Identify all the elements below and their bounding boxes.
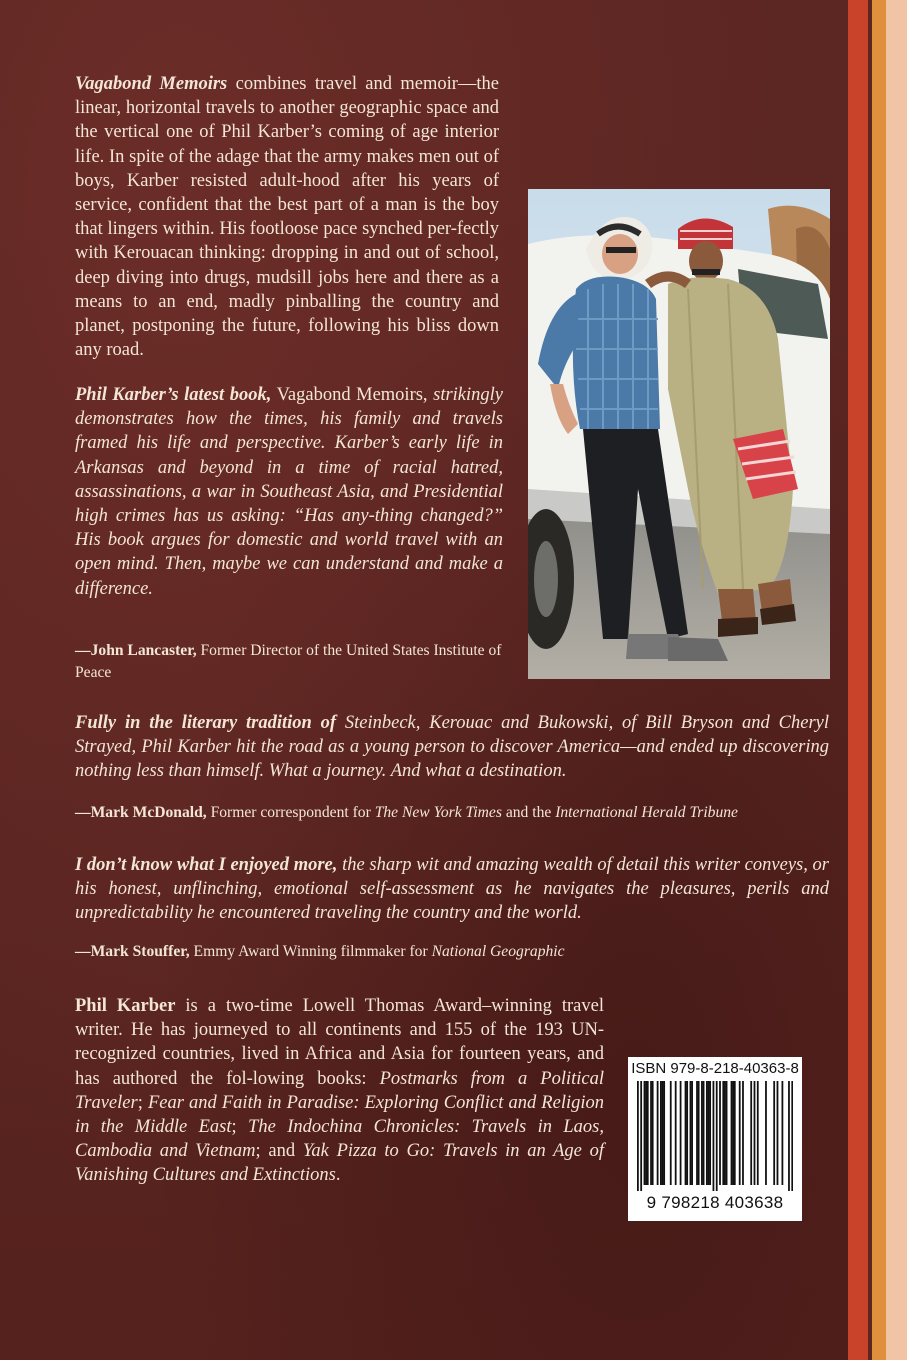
- barcode-bar: [734, 1081, 736, 1185]
- bio-end: .: [335, 1165, 341, 1186]
- barcode-bar: [722, 1081, 724, 1185]
- blurb3-attribution-role: Emmy Award Winning filmmaker for: [189, 943, 432, 960]
- barcode-bar: [724, 1081, 726, 1185]
- blurb1-book-title: Vagabond Memoirs,: [271, 385, 428, 405]
- blurb1-text: strikingly demonstrates how the times, his family and travels framed his life and perspective. Karber’s early life in Arkansas and beyond in a time of racial hatred, assassinations, a war in Southeast Asia, and Presidential high crimes has us asking: “Has any-thing changed?” His book argues for domestic and world travel with an open mind. Then, maybe we can understand and make a difference.: [75, 385, 503, 599]
- barcode-bar: [645, 1081, 647, 1185]
- barcode-bar: [670, 1081, 672, 1185]
- intro-text: combines travel and memoir—the linear, horizontal travels to another geographic space and the vertical one of Phil Karber’s coming of age interior life. In spite of the adage that the army makes men out of boys, Karber resisted adult-hood after his years of service, confident that the best part of a man is the boy that lingers within. His footloose pace synched per-fectly with Kerouacan thinking: dropping in and out of school, deep diving into drugs, mudsill jobs here and there as a means to an end, madly pinballing the country and planet, postponing the future, following his bliss down any road.: [75, 74, 499, 361]
- isbn-barcode: [628, 1057, 802, 1221]
- barcode-bar: [675, 1081, 677, 1185]
- bio-book-4: Yak Pizza to Go: Travels in an Age of Vanishing Cultures and Extinctions: [75, 1141, 604, 1186]
- blurb2-attribution: [75, 802, 845, 824]
- barcode-bar: [660, 1081, 662, 1185]
- bio-text: is a two-time Lowell Thomas Award–winning travel writer. He has journeyed to all continents and 155 of the 193 UN-recognized countries, lived in Africa and Asia for fourteen years, and has authored the fol-lowing books:: [75, 996, 604, 1089]
- barcode-bar: [644, 1081, 646, 1185]
- barcode-bar: [701, 1081, 703, 1185]
- orange-stripe: [872, 0, 886, 1360]
- bio-author-name: Phil Karber: [75, 996, 176, 1016]
- blurb2-lead: Fully in the literary tradition of: [75, 713, 337, 733]
- barcode-bar: [777, 1081, 779, 1185]
- barcode-bar: [696, 1081, 698, 1185]
- barcode-bar: [691, 1081, 693, 1185]
- barcode-bar: [652, 1081, 654, 1185]
- barcode-bar: [662, 1081, 664, 1185]
- blurb-stouffer: [75, 853, 829, 926]
- barcode-bar: [726, 1081, 728, 1185]
- blurb2-publication-1: The New York Times: [374, 804, 502, 821]
- barcode-bar: [731, 1081, 733, 1185]
- red-stripe: [848, 0, 868, 1360]
- barcode-bar: [742, 1081, 744, 1185]
- barcode-bar: [663, 1081, 665, 1185]
- barcode-bar: [791, 1081, 793, 1191]
- barcode-bar: [685, 1081, 687, 1185]
- isbn-digits: 9 798218 403638: [646, 1193, 784, 1212]
- barcode-bar: [708, 1081, 710, 1185]
- barcode-bar: [750, 1081, 752, 1185]
- blurb3-publication: National Geographic: [431, 943, 565, 960]
- isbn-label: ISBN 979-8-218-40363-8: [631, 1060, 799, 1077]
- barcode-bar: [782, 1081, 784, 1185]
- blurb2-publication-2: International Herald Tribune: [555, 804, 738, 821]
- blurb2-and: and the: [501, 804, 556, 821]
- barcode-bar: [640, 1081, 642, 1191]
- barcode-bar: [680, 1081, 682, 1185]
- barcode-bar: [690, 1081, 692, 1185]
- blurb-mcdonald: [75, 711, 829, 784]
- bio-book-2: Fear and Faith in Paradise: Exploring Conflict and Religion in the Middle East: [75, 1092, 604, 1138]
- blurb1-attribution: [75, 640, 503, 684]
- blurb2-text: Steinbeck, Kerouac and Bukowski, of Bill Bryson and Cheryl Strayed, Phil Karber hit the road as a young person to discover America—and ended up discovering nothing less than himself. What a journey. And what a destination.: [75, 713, 829, 782]
- barcode-bar: [765, 1081, 767, 1185]
- barcode-bar: [732, 1081, 734, 1185]
- blurb2-attribution-role: Former correspondent for: [206, 804, 375, 821]
- bio-separator: ;: [231, 1117, 249, 1138]
- blurb3-attribution: [75, 941, 829, 963]
- blurb1-lead: Phil Karber’s latest book,: [75, 385, 272, 405]
- barcode-bar: [719, 1081, 721, 1185]
- barcode-bar: [698, 1081, 700, 1185]
- barcode-bar: [706, 1081, 708, 1185]
- blurb1-attribution-role: Former Director of the United States Institute of Peace: [75, 642, 502, 681]
- bio-separator: ; and: [255, 1141, 303, 1162]
- barcode-bar: [739, 1081, 741, 1185]
- blurb2-attribution-name: —Mark McDonald,: [75, 804, 207, 821]
- blurb3-attribution-name: —Mark Stouffer,: [75, 943, 190, 960]
- author-photo: [528, 189, 830, 679]
- barcode-bar: [650, 1081, 652, 1185]
- barcode-bar: [788, 1081, 790, 1191]
- barcode-bar: [686, 1081, 688, 1185]
- barcode-bar: [637, 1081, 639, 1191]
- barcode-bars: [637, 1081, 793, 1191]
- intro-book-title: Vagabond Memoirs: [75, 74, 228, 94]
- barcode-bar: [754, 1081, 756, 1185]
- barcode-bar: [713, 1081, 715, 1191]
- barcode-bar: [657, 1081, 659, 1185]
- blurb1-attribution-name: —John Lancaster,: [75, 642, 197, 659]
- bio-book-1: Postmarks from a Political Traveler: [75, 1068, 604, 1113]
- bio-book-3: The Indochina Chronicles: Travels in Laos, Cambodia and Vietnam: [75, 1117, 604, 1162]
- photo-two-men-by-car: [528, 189, 830, 679]
- barcode-bar: [716, 1081, 718, 1191]
- barcode-bar: [757, 1081, 759, 1185]
- blurb-lancaster: [75, 383, 503, 601]
- blurb3-lead: I don’t know what I enjoyed more,: [75, 855, 338, 875]
- bio-separator: ;: [137, 1092, 148, 1113]
- barcode-bar: [709, 1081, 711, 1185]
- peach-stripe: [886, 0, 907, 1360]
- barcode-bar: [703, 1081, 705, 1185]
- barcode-bar: [773, 1081, 775, 1185]
- blurb3-text: the sharp wit and amazing wealth of detail this writer conveys, or his honest, unflinching, emotional self-assessment as he navigates the pleasures, perils and unpredictability he encountered traveling the country and the world.: [75, 855, 829, 924]
- barcode-bar: [647, 1081, 649, 1185]
